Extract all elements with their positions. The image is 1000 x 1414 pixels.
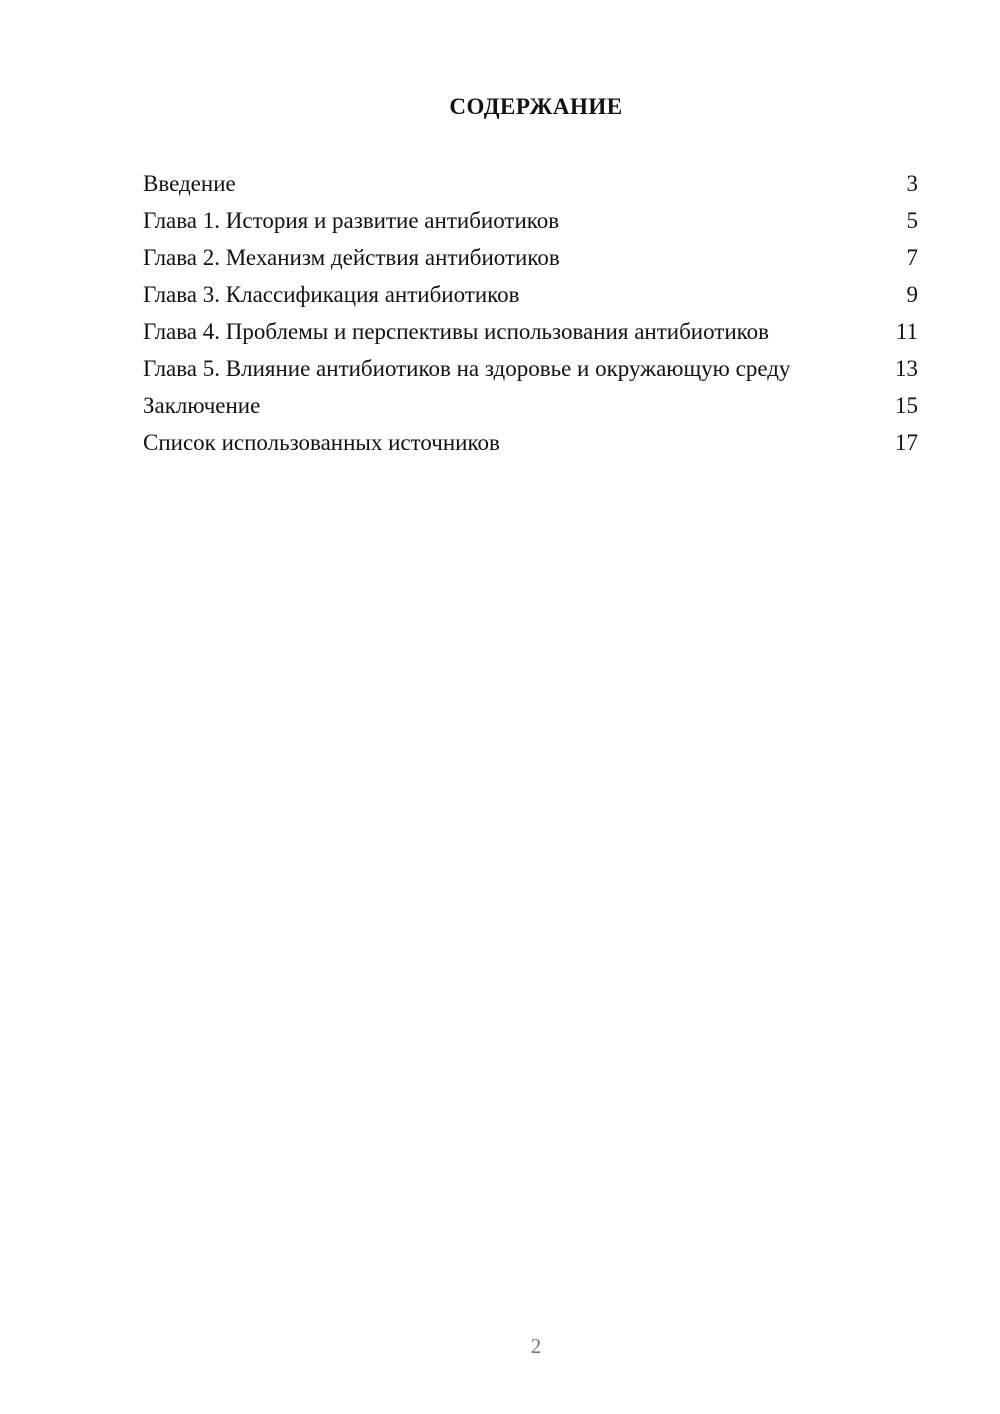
toc-entry	[143, 170, 918, 197]
toc-entry-label: Список использованных источников	[143, 430, 500, 455]
page-number: 2	[530, 1334, 542, 1358]
toc-entry-page: 3	[906, 171, 918, 196]
toc-entry-page: 9	[906, 282, 918, 307]
toc-entry-label: Глава 2. Механизм действия антибиотиков	[143, 245, 560, 270]
toc-entry	[143, 281, 918, 308]
toc-entry	[143, 318, 918, 345]
toc-entry-page: 5	[906, 208, 918, 233]
toc-entry-page: 11	[895, 319, 918, 344]
toc-list	[143, 170, 918, 466]
toc-title: СОДЕРЖАНИЕ	[449, 94, 623, 119]
toc-entry-label: Глава 4. Проблемы и перспективы использования антибиотиков	[143, 319, 770, 344]
toc-entry-page: 7	[906, 245, 918, 270]
toc-entry-label: Глава 1. История и развитие антибиотиков	[143, 208, 560, 233]
toc-entry-page: 15	[895, 393, 918, 418]
toc-entry-label: Глава 3. Классификация антибиотиков	[143, 282, 520, 307]
toc-entry-label: Глава 5. Влияние антибиотиков на здоровье и окружающую среду	[143, 356, 791, 381]
toc-entry	[143, 207, 918, 234]
toc-entry-page: 13	[895, 356, 918, 381]
toc-entry-page: 17	[895, 430, 918, 455]
toc-entry-label: Введение	[143, 171, 236, 196]
toc-entry	[143, 429, 918, 456]
toc-entry-label: Заключение	[143, 393, 261, 418]
toc-entry	[143, 392, 918, 419]
toc-entry	[143, 355, 918, 382]
toc-entry	[143, 244, 918, 271]
